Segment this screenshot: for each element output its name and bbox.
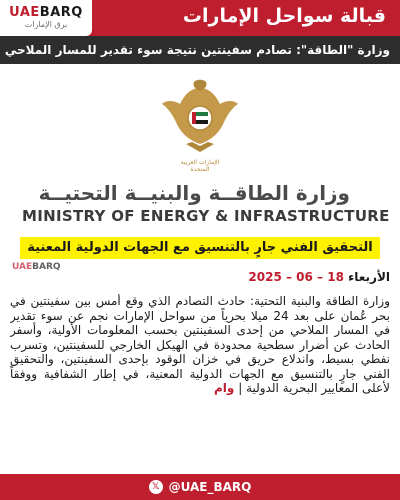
footer-bar — [0, 474, 400, 500]
logo-arabic-text: برق الإمارات — [24, 20, 68, 29]
footer-handle[interactable]: @UAE_BARQ — [168, 480, 252, 494]
watermark-barq-text: BARQ — [32, 262, 61, 272]
dateline-day: الأربعاء — [348, 270, 390, 284]
emblem-caption: الإمارات العربية المتحدة — [180, 159, 220, 173]
logo-barq-text: BARQ — [39, 5, 83, 20]
uae-falcon-emblem-icon — [160, 78, 240, 156]
ministry-name-english: MINISTRY OF ENERGY & INFRASTRUCTURE — [22, 207, 390, 225]
header-bar — [0, 0, 400, 36]
ministry-name-arabic: وزارة الطاقــة والبنيــة التحتيــة — [38, 181, 350, 205]
dateline-date: 18 – 06 – 2025 — [248, 270, 344, 284]
article-text: وزارة الطاقة والبنية التحتية: حادث التصادم الذي وقع أمس بين سفينتين في بحر عُمان على بعد 24 ميلا بحرياً من سواحل الإمارات نجم عن سوء تقدير في المسار الملاحي من إحدى السفينتين بحسب المعلومات الأولية، وأسفر الحادث عن أضرار سطحية محدودة في الهيكل الخارجي للسفينتين، وتسرب نفطي بسيط، واندلاع حريق في خزان الوقود بإحدى السفينتين، والتحقيق الفني جارٍ بالتنسيق مع الجهات الدولية المعنية، في إطار الشفافية ووفقاً لأعلى المعايير البحرية الدولية | — [10, 294, 390, 395]
header-title: قبالة سواحل الإمارات — [182, 5, 386, 27]
logo-uae-text: UAE — [9, 5, 40, 20]
article-source: وام — [214, 381, 235, 395]
headline-highlight: التحقيق الفني جارٍ بالتنسيق مع الجهات الدولية المعنية — [20, 237, 380, 259]
uae-barq-logo[interactable] — [0, 0, 92, 36]
watermark-uae-text: UAE — [12, 262, 33, 272]
x-social-icon[interactable]: 𝕏 — [149, 480, 163, 494]
article-body — [10, 294, 390, 468]
dateline — [248, 270, 390, 284]
ministry-banner — [0, 64, 400, 234]
subheadline: وزارة "الطاقة": تصادم سفينتين نتيجة سوء تقدير للمسار الملاحي — [0, 36, 400, 64]
watermark-logo — [12, 262, 61, 272]
